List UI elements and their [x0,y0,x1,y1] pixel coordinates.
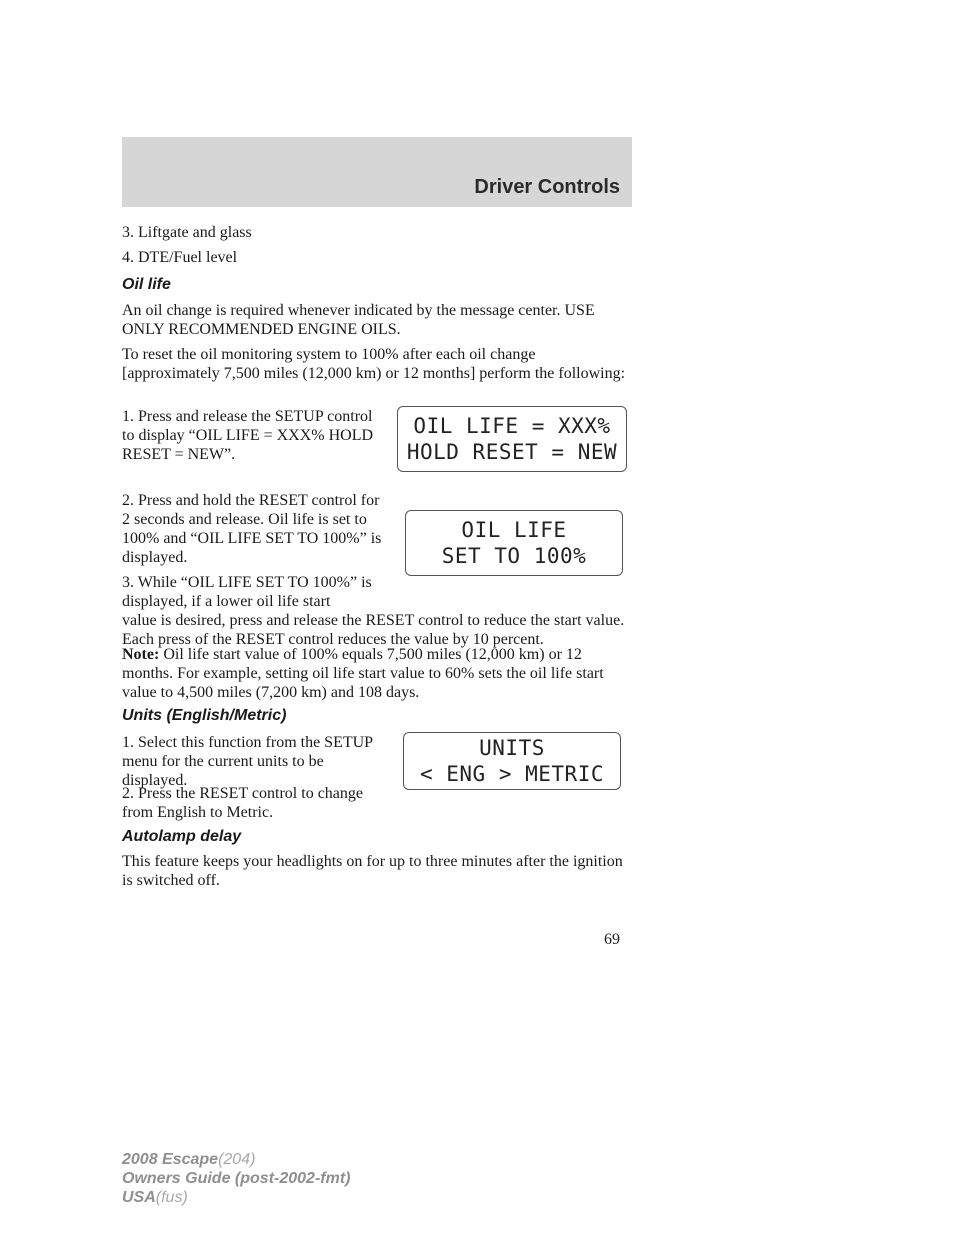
oil-life-step-3: 3. While “OIL LIFE SET TO 100%” is displayed, if a lower oil life start [122,574,372,610]
note-text: Oil life start value of 100% equals 7,500 miles (12,000 km) or 12 months. For example, setting oil life start value to 60% sets the oil life start value to 4,500 miles (7,200 km) and 108 days. [122,646,604,701]
heading-oil-life: Oil life [122,276,171,293]
heading-units: Units (English/Metric) [122,707,287,724]
footer-line-2 [122,1169,350,1188]
footer-guide: Owners Guide (post-2002-fmt) [122,1170,351,1187]
oil-life-reset-intro: To reset the oil monitoring system to 100% after each oil change [approximately 7,500 miles (12,000 km) or 12 months] perform the following: [122,346,626,382]
lcd-line: UNITS [479,736,545,760]
lcd-line: OIL LIFE = XXX% [413,414,611,438]
footer [122,1150,350,1207]
header-band [122,137,632,207]
lcd-line: < ENG > METRIC [419,762,604,786]
oil-life-step-3-cont: value is desired, press and release the RESET control to reduce the start value. Each press of the RESET control reduces the value by 10 percent. [122,612,625,648]
lcd-display-oil-life [397,406,627,472]
footer-market: USA [122,1189,156,1206]
oil-life-intro: An oil change is required whenever indicated by the message center. USE ONLY RECOMMENDED ENGINE OILS. [122,302,595,338]
section-title: Driver Controls [474,176,620,198]
autolamp-desc: This feature keeps your headlights on for up to three minutes after the ignition is switched off. [122,853,623,889]
list-item-liftgate: 3. Liftgate and glass [122,224,252,241]
footer-line-3 [122,1188,350,1207]
footer-line-1 [122,1150,350,1169]
oil-life-step-2: 2. Press and hold the RESET control for 2 seconds and release. Oil life is set to 100% and “OIL LIFE SET TO 100%” is displayed. [122,492,382,566]
lcd-line: HOLD RESET = NEW [406,440,618,464]
lcd-line: SET TO 100% [441,544,587,568]
note-label: Note: [122,646,160,663]
lcd-display-oil-life-set [405,510,623,576]
units-step-2: 2. Press the RESET control to change from English to Metric. [122,785,363,821]
list-item-dte: 4. DTE/Fuel level [122,249,238,266]
footer-model: 2008 Escape [122,1151,219,1168]
heading-autolamp: Autolamp delay [122,828,242,845]
oil-life-note [122,645,634,702]
footer-model-code: (204) [218,1151,256,1168]
oil-life-step-1: 1. Press and release the SETUP control to display “OIL LIFE = XXX% HOLD RESET = NEW”. [122,408,374,463]
footer-market-code: (fus) [155,1189,188,1206]
units-step-1: 1. Select this function from the SETUP menu for the current units to be displayed. [122,734,373,789]
page-number: 69 [604,931,620,948]
lcd-display-units [403,732,621,790]
lcd-line: OIL LIFE [461,518,567,542]
